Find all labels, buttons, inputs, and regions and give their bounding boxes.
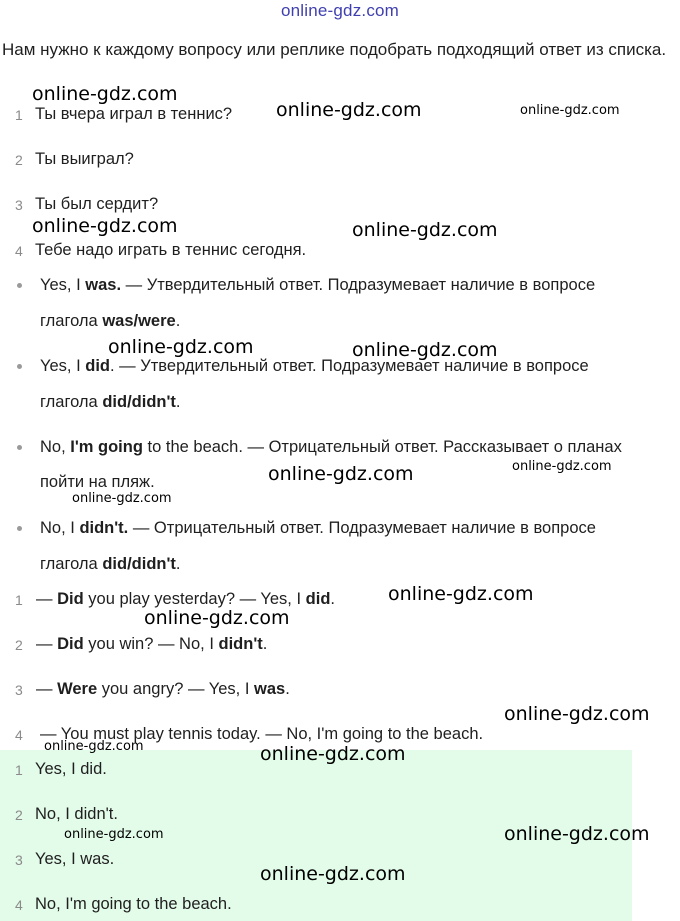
answer-number: 3: [15, 852, 23, 868]
bullet-icon: [17, 283, 22, 288]
dialogue-number: 4: [15, 727, 23, 743]
question-number: 1: [15, 107, 23, 123]
option-line: No, I'm going to the beach. — Отрицательный ответ. Рассказывает о планах: [40, 438, 622, 456]
watermark: online-gdz.com: [512, 459, 612, 474]
question-number: 4: [15, 243, 23, 259]
watermark: online-gdz.com: [64, 827, 164, 842]
watermark: online-gdz.com: [260, 863, 406, 885]
watermark: online-gdz.com: [72, 491, 172, 506]
watermark: online-gdz.com: [32, 83, 178, 105]
question-number: 2: [15, 152, 23, 168]
watermark: online-gdz.com: [44, 739, 144, 754]
bullet-icon: [17, 445, 22, 450]
option-line-2: глагола did/didn't.: [40, 393, 181, 411]
dialogue-number: 1: [15, 592, 23, 608]
option-line-2: глагола was/were.: [40, 312, 181, 330]
question-number: 3: [15, 197, 23, 213]
dialogue-text: — Did you play yesterday? — Yes, I did.: [36, 590, 335, 608]
option-line: Yes, I did. — Утвердительный ответ. Подразумевает наличие в вопросе: [40, 357, 589, 375]
answer-number: 4: [15, 897, 23, 913]
dialogue-text: — Were you angry? — Yes, I was.: [36, 680, 290, 698]
dialogue-text: — You must play tennis today. — No, I'm going to the beach.: [40, 725, 484, 743]
answer-text: No, I'm going to the beach.: [35, 895, 232, 913]
bullet-icon: [17, 526, 22, 531]
question-text: Тебе надо играть в теннис сегодня.: [35, 241, 307, 259]
bullet-icon: [17, 364, 22, 369]
watermark: online-gdz.com: [352, 219, 498, 241]
dialogue-number: 2: [15, 637, 23, 653]
watermark: online-gdz.com: [504, 703, 650, 725]
option-line: Yes, I was. — Утвердительный ответ. Подразумевает наличие в вопросе: [40, 276, 596, 294]
question-text: Ты был сердит?: [35, 195, 159, 213]
dialogue-text: — Did you win? — No, I didn't.: [36, 635, 268, 653]
question-text: Ты вчера играл в теннис?: [35, 105, 233, 123]
watermark: online-gdz.com: [268, 463, 414, 485]
answer-number: 1: [15, 762, 23, 778]
option-line-2: глагола did/didn't.: [40, 555, 181, 573]
watermark: online-gdz.com: [520, 103, 620, 118]
watermark: online-gdz.com: [276, 99, 422, 121]
header-watermark: online-gdz.com: [280, 1, 400, 20]
answer-number: 2: [15, 807, 23, 823]
watermark: online-gdz.com: [108, 336, 254, 358]
answer-text: Yes, I was.: [35, 850, 115, 868]
question-text: Ты выиграл?: [35, 150, 134, 168]
answer-text: Yes, I did.: [35, 760, 107, 778]
intro-text: Нам нужно к каждому вопросу или реплике подобрать подходящий ответ из списка.: [2, 40, 667, 59]
watermark: online-gdz.com: [388, 583, 534, 605]
watermark: online-gdz.com: [504, 823, 650, 845]
option-line: No, I didn't. — Отрицательный ответ. Подразумевает наличие в вопросе: [40, 519, 596, 537]
watermark: online-gdz.com: [260, 743, 406, 765]
watermark: online-gdz.com: [144, 607, 290, 629]
option-line-2: пойти на пляж.: [40, 473, 155, 491]
watermark: online-gdz.com: [352, 339, 498, 361]
answer-text: No, I didn't.: [35, 805, 118, 823]
watermark: online-gdz.com: [32, 215, 178, 237]
dialogue-number: 3: [15, 682, 23, 698]
